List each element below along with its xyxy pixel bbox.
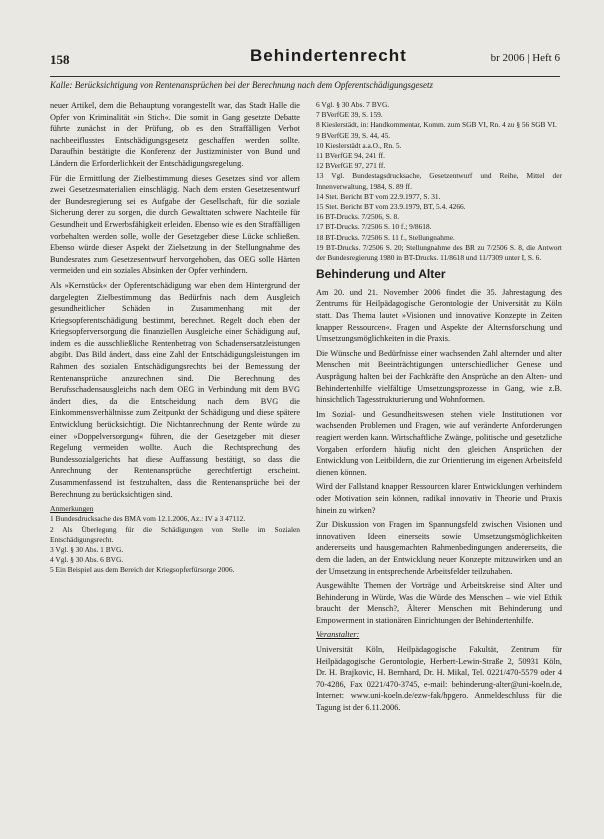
footnote: 5 Ein Beispiel aus dem Bereich der Kriegsopferfürsorge 2006. — [50, 565, 235, 575]
footnote: 3 Vgl. § 30 Abs. 1 BVG. — [50, 545, 124, 554]
right-column — [316, 100, 562, 800]
issue-label: br 2006 | Heft 6 — [490, 52, 560, 64]
section-heading: Behinderung und Alter — [316, 267, 446, 282]
footnote: 1 Bundesdrucksache des BMA vom 12.1.2006, Az.: IV a 3 47112. — [50, 514, 246, 524]
header-rule — [50, 76, 560, 77]
footnote: 4 Vgl. § 30 Abs. 6 BVG. — [50, 555, 124, 565]
footnotes-heading: Anmerkungen — [50, 504, 94, 514]
footnote: 8 Kieslerstädt, in: Handkommentar, Komm. zum SGB VI, Rn. 4 zu § 56 SGB VI. — [316, 120, 557, 130]
footnote: 16 BT-Drucks. 7/2506, S. 8. — [316, 212, 400, 222]
left-column — [50, 100, 300, 790]
footnote: 19 BT-Drucks. 7/2506 S. 20; Stellungnahme des BR zu 7/2506 S. 8, die Antwort der Bundesregierung 1980 in BT-Drucks. 11/8618 und 11/7309 unter I, S. 6. — [316, 242, 562, 263]
left-footnotes — [50, 504, 300, 575]
footnote: 2 Als Überlegung für die Schädigungen von Stelle im Sozialen Entschädigungsrecht. — [50, 524, 300, 544]
page-header — [50, 46, 560, 74]
footnote: 13 Vgl. Bundestagsdrucksache, Gesetzentwurf und Reihe, Mittel der Innenverwaltung, 1984, S. 89 ff. — [316, 171, 562, 191]
right-footnotes — [316, 100, 562, 263]
footnote: 11 BVerfGE 94, 241 ff. — [316, 151, 385, 161]
journal-title: Behindertenrecht — [250, 46, 407, 65]
organizer-contact: Universität Köln, Heilpädagogische Fakultät, Zentrum für Heilpädagogische Gerontologie, Herbert-Lewin-Straße 2, 50931 Köln, Dr. H. Brajkovic, H. Bernhard, Dr. H. Mikal, Tel. 0221/470-5579 oder 4 70-4286, Fax 0221/470-3745, e-mail: behinderung-alter@uni-koeln.de, Internet: www.uni-koeln.de/ezw-fak/hpgero. Anmeldeschluss für die Tagung ist der 6.11.2006. — [316, 645, 562, 713]
footnote: 9 BVerfGE 39, S. 44, 45. — [316, 130, 391, 140]
right-paragraph-1: Am 20. und 21. November 2006 findet die 35. Jahrestagung des Zentrums für Heilpädagogische Gerontologie der Universität zu Köln statt. Das Thema lautet »Visionen und innovative Konzepte in Zeiten knapper Ressourcen«. Fragen und Aspekte der Alternsforschung und Umsetzungsmöglichkeiten in die Praxis. — [316, 287, 562, 344]
left-paragraph-1: neuer Artikel, dem die Behauptung vorangestellt war, das Stadt Halle die Opfer von Kriminalität »in Stich«. Die somit in Gang gesetzte Debatte führte zunächst in der Prüfung, ob es den Straffälligen Verbot nachbeeiflusstes Entschädigungsgesetz geschaffen werden sollte. Daraufhin bestätigte die Konferenz der Justizminister von Bund und Ländern die Erforderlichkeit der Entschädigungsregelung. — [50, 101, 300, 168]
footnote: 6 Vgl. § 30 Abs. 7 BVG. — [316, 100, 390, 109]
right-paragraph-2: Die Wünsche und Bedürfnisse einer wachsenden Zahl alternder und alter Menschen mit Beeinträchtigungen unterschiedlicher Genese und Ausprägung halten bei der Fachkräfte den Ansprüche an den Alten- und Behindertenhilfe vielfältige Umsetzungsprozesse in Gang, wie z.B. hinsichtlich Tagesstrukturierung und Wohnformen. — [316, 348, 562, 405]
right-paragraph-3: Im Sozial- und Gesundheitswesen stehen viele Institutionen vor wachsenden Problemen und Fragen, wie auf veränderte Anforderungen reagiert werden kann. Wirtschaftliche Zwänge, politische und gesetzliche Vorgaben erfordern häufig nicht den gleichen Ansprüchen der Entwicklung von Leitbildern, die zur Orientierung im eigenen Arbeitsfeld dienen können. — [316, 409, 562, 477]
organizer-label: Veranstalter: — [316, 630, 360, 640]
footnote: 14 Stet. Bericht BT vom 22.9.1977, S. 31. — [316, 191, 441, 201]
footnote: 15 Stet. Bericht BT vom 23.9.1979, BT, 5.4. 4266. — [316, 202, 466, 212]
left-paragraph-2: Für die Ermittlung der Zielbestimmung dieses Gesetzes sind vor allem zwei Gesetzesmaterialien einschlägig. Nach dem ersten Gesetzesentwurf der Bundesregierung sei es Aufgabe der Gesellschaft, für die soziale Sicherung derer zu sorgen, die durch Gewalttaten schwere Nachteile für Gesundheit und Erwerbsfähigkeit erleiden. Ebenso wie es den Straffälligen vorbehalten werden solle, wolle der Gesetzgeber diese Lücke schließen. Ebenso würde dieser Aspekt der Zielsetzung in der Stellungnahme des Bundesrates zum Gesetzesentwurf hervorgehoben, das OEG solle Härten vermeiden und ein soziales Absinken der Opfer verhindern. — [50, 173, 300, 276]
footnote: 18 BT-Drucks. 7/2506 S. 11 f., Stellungnahme. — [316, 232, 455, 242]
page-number: 158 — [50, 52, 70, 67]
right-paragraph-6: Ausgewählte Themen der Vorträge und Arbeitskreise sind Alter und Behinderung in Würde, Was die Würde des Menschen – wie viel Ethik braucht der Mensch?, Älterer Menschen mit Behinderung und Empowerment in stationären Einrichtungen der Behindertenhilfe. — [316, 581, 562, 625]
left-paragraph-3: Als »Kernstück« der Opferentschädigung war eben dem Hintergrund der dargelegten Zielbestimmung das Bedürfnis nach dem Ausgleich gesundheitlicher Schäden in Zusammenhang mit der Kriegsopferentschädigung bestimmt, berechnet. Regelt doch eben der Kriegsopferversorgung die finanziellen Ausgleiche einer Schädigung auf, indem es die ausschließliche Rentenbetrag von Schadensersatzleistungen abgibt. Das Bild ändert, dass eine Zahl der Entschädigungsleistungen im Rahmen des sozialen Entschädigungsrechts bei der Bemessung der Rentenansprüche anzurechnen sind. Die Berechnung des Berufsschadensausgleichs nach dem OEG in Verbindung mit dem BVG ändert dies, da die Entscheidung nach dem BVG die Einkommensverhältnisse zum Zeitpunkt der Schädigung und diese spätere Entwicklung berücksichtigt. Die Nichtanrechnung der Rente würde zu einer »Doppelversorgung« führen, die der Gesetzgeber mit dieser Regelung vermeiden wollte. Auch die Rechtsprechung des Bundessozialgerichts hat diese Auffassung bestätigt, so dass die Anrechnung der Rentenansprüche gerechtfertigt erscheint. Zusammenfassend ist festzuhalten, dass die Rentenansprüche bei der Berechnung zu berücksichtigen sind. — [50, 280, 300, 499]
right-paragraph-4: Wird der Fallstand knapper Ressourcen klarer Entwicklungen verhindern oder Motivation sein können, radikal innovativ in Theorie und Praxis hinein zu wirken? — [316, 482, 562, 515]
footnote: 7 BVerfGE 39, S. 159. — [316, 110, 383, 120]
running-title: Kalle: Berücksichtigung von Rentenansprüchen bei der Berechnung nach dem Opferentschädigungsgesetz — [50, 80, 433, 90]
footnote: 12 BVerfGE 97, 271 ff. — [316, 161, 386, 171]
footnote: 17 BT-Drucks. 7/2506 S. 10 f.; 9/8618. — [316, 222, 432, 232]
footnote: 10 Kieslerstädt a.a.O., Rn. 5. — [316, 140, 402, 150]
right-paragraph-5: Zur Diskussion von Fragen im Spannungsfeld zwischen Visionen und innovativen Ideen einerseits sowie Umsetzungsmöglichkeiten andererseits und hausgemachten Rahmenbedingungen andererseits, die dem die laden, an der Entwicklung neuer Konzepte mitzuwirken und an der Umsetzung in entsprechende Arbeitsfelder teilzuhaben. — [316, 520, 562, 576]
